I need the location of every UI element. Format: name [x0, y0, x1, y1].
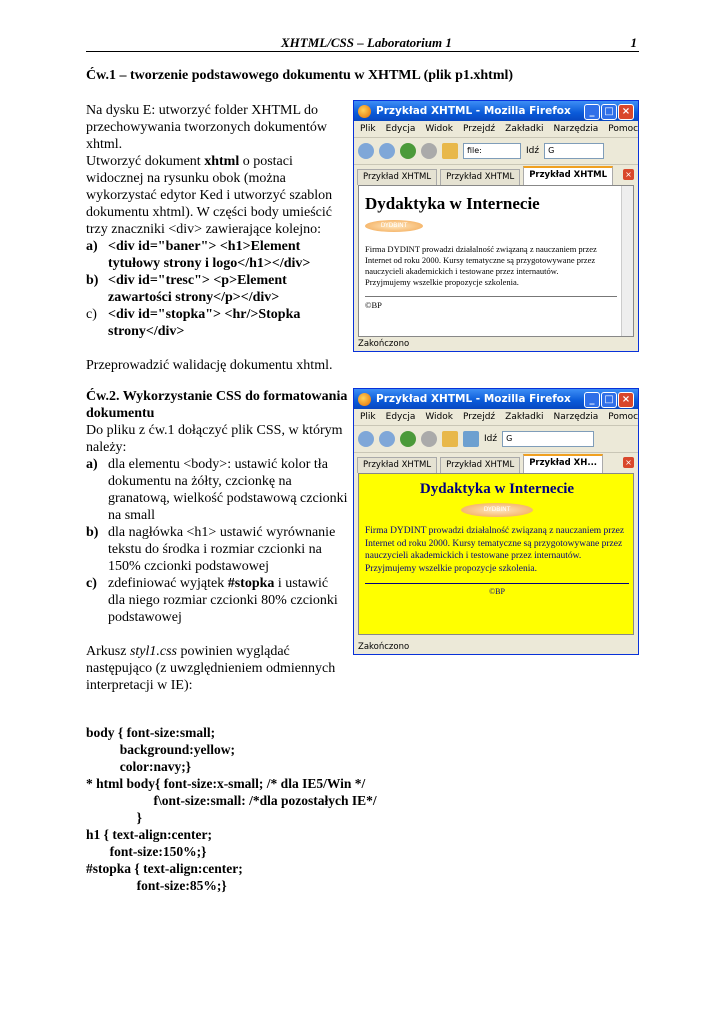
close-button[interactable]: × — [618, 392, 634, 408]
menu-item[interactable]: Plik — [360, 124, 376, 134]
list-item: a) <div id="baner"> <h1>Element tytułowy strony i logo</h1></div> — [86, 239, 311, 271]
menu-item[interactable]: Widok — [425, 412, 453, 422]
tab[interactable]: Przykład XHTML — [440, 169, 520, 185]
menu-item[interactable]: Narzędzia — [553, 124, 599, 134]
home-icon[interactable] — [442, 143, 458, 159]
search-input[interactable]: G — [544, 143, 604, 159]
nav-toolbar — [354, 426, 638, 453]
menu-bar — [354, 409, 638, 426]
forward-icon[interactable] — [379, 143, 395, 159]
ex2-intro: Do pliku z ćw.1 dołączyć plik CSS, w którym należy: — [86, 423, 343, 455]
forward-icon[interactable] — [379, 431, 395, 447]
page-content — [358, 185, 634, 337]
home-icon[interactable] — [442, 431, 458, 447]
reload-icon[interactable] — [400, 143, 416, 159]
scrollbar[interactable] — [621, 186, 633, 336]
address-input[interactable]: file: — [463, 143, 521, 159]
exercise2-body — [86, 388, 348, 694]
menu-item[interactable]: Przejdź — [462, 124, 496, 134]
page-number: 1 — [630, 35, 637, 50]
go-button[interactable]: Idź — [526, 146, 540, 156]
tab-active[interactable]: Przykład XH... — [523, 454, 603, 473]
browser-window-1 — [353, 100, 639, 352]
tab[interactable]: Przykład XHTML — [357, 457, 437, 473]
bookmark-icon[interactable] — [463, 431, 479, 447]
tab[interactable]: Przykład XHTML — [357, 169, 437, 185]
exercise1-body — [86, 102, 348, 374]
stop-icon[interactable] — [421, 431, 437, 447]
menu-item[interactable]: Plik — [360, 412, 376, 422]
page-paragraph: Firma DYDINT prowadzi działalność związaną z nauczaniem przez Internet od roku 2000. Kursy tematyczne są przygotowywane przez nauczycieli akademickich i testowane przez internautów. — [365, 244, 597, 276]
search-input[interactable]: G — [502, 431, 594, 447]
title-bar: Przykład XHTML - Mozilla Firefox _ □ × — [354, 389, 638, 409]
exercise2-title: Ćw.2. Wykorzystanie CSS do formatowania dokumentu — [86, 389, 348, 421]
firefox-icon — [358, 105, 371, 118]
css-code-block: body { font-size:small; background:yellow; color:navy;} * html body{ font-size:x-small; /* dla IE5/Win */ f\ont-size:small: /*dla pozostałych IE*/ } h1 { text-align:center; font-size:150%;} #stopka { text-align:center; font-size:85%;} — [86, 725, 377, 893]
menu-item[interactable]: Zakładki — [505, 124, 544, 134]
page-footer: ©BP — [365, 583, 629, 596]
menu-bar — [354, 121, 638, 138]
maximize-button[interactable]: □ — [601, 104, 617, 120]
ex1-para2: Utworzyć dokument xhtml o postaci widocznej na rysunku obok (można wykorzystać edytor Ked i utworzyć szablon dokumentu xhtml). W części body umieścić trzy znaczniki <div> zawierające kolejno: — [86, 154, 333, 237]
header-title: XHTML/CSS – Laboratorium 1 — [281, 35, 452, 50]
menu-item[interactable]: Pomoc — [608, 124, 639, 134]
nav-toolbar — [354, 138, 638, 165]
page-paragraph-2: Przyjmujemy wszelkie propozycje szkolenia. — [365, 277, 519, 287]
browser-window-2 — [353, 388, 639, 655]
menu-item[interactable]: Edycja — [385, 124, 416, 134]
firefox-icon — [358, 393, 371, 406]
menu-item[interactable]: Widok — [425, 124, 453, 134]
ex2-sheet-note: Arkusz styl1.css powinien wyglądać następująco (z uwzględnieniem odmiennych interpretacji w IE): — [86, 644, 336, 693]
menu-item[interactable]: Edycja — [385, 412, 416, 422]
title-bar: Przykład XHTML - Mozilla Firefox _ □ × — [354, 101, 638, 121]
logo: DYDBINT — [461, 503, 533, 517]
exercise1-title: Ćw.1 – tworzenie podstawowego dokumentu w XHTML (plik p1.xhtml) — [86, 68, 514, 83]
close-tab-icon[interactable]: × — [623, 457, 634, 468]
status-bar: Zakończono — [358, 642, 410, 652]
back-icon[interactable] — [358, 143, 374, 159]
menu-item[interactable]: Pomoc — [608, 412, 639, 422]
page-heading: Dydaktyka w Internecie — [419, 481, 575, 497]
page-paragraph: Firma DYDINT prowadzi działalność związaną z nauczaniem przez Internet od roku 2000. Kursy tematyczne są przygotowywane przez nauczycieli akademickich i testowane przez internautów. Przyjmujemy wszelkie propozycje szkolenia. — [365, 526, 625, 574]
tab-bar — [354, 165, 638, 185]
list-item: a) dla elementu <body>: ustawić kolor tła dokumentu na żółty, czcionkę na granatową, wielkość podstawową czcionki na small — [86, 457, 348, 523]
list-item: b) <div id="tresc"> <p>Element zawartości strony</p></div> — [86, 273, 287, 305]
tab-active[interactable]: Przykład XHTML — [523, 166, 613, 185]
page-footer: ©BP — [365, 296, 617, 310]
menu-item[interactable]: Zakładki — [505, 412, 544, 422]
list-item: c) <div id="stopka"> <hr/>Stopka strony</div> — [86, 307, 301, 339]
page-heading: Dydaktyka w Internecie — [365, 194, 540, 213]
status-bar: Zakończono — [358, 339, 410, 349]
ex1-validate: Przeprowadzić walidację dokumentu xhtml. — [86, 358, 333, 373]
back-icon[interactable] — [358, 431, 374, 447]
page-header — [86, 35, 639, 52]
maximize-button[interactable]: □ — [601, 392, 617, 408]
tab[interactable]: Przykład XHTML — [440, 457, 520, 473]
menu-item[interactable]: Narzędzia — [553, 412, 599, 422]
go-button[interactable]: Idź — [484, 434, 498, 444]
menu-item[interactable]: Przejdź — [462, 412, 496, 422]
close-tab-icon[interactable]: × — [623, 169, 634, 180]
close-button[interactable]: × — [618, 104, 634, 120]
ex1-para1: Na dysku E: utworzyć folder XHTML do przechowywania tworzonych dokumentów xhtml. — [86, 103, 328, 152]
stop-icon[interactable] — [421, 143, 437, 159]
minimize-button[interactable]: _ — [584, 104, 600, 120]
minimize-button[interactable]: _ — [584, 392, 600, 408]
reload-icon[interactable] — [400, 431, 416, 447]
list-item: c) zdefiniować wyjątek #stopka i ustawić dla niego rozmiar czcionki 80% czcionki podstawowej — [86, 576, 338, 625]
list-item: b) dla nagłówka <h1> ustawić wyrównanie tekstu do środka i rozmiar czcionki na 150% czcionki podstawowej — [86, 525, 336, 574]
page-content — [358, 473, 634, 635]
logo: DYDBINT — [365, 220, 423, 232]
tab-bar — [354, 453, 638, 473]
